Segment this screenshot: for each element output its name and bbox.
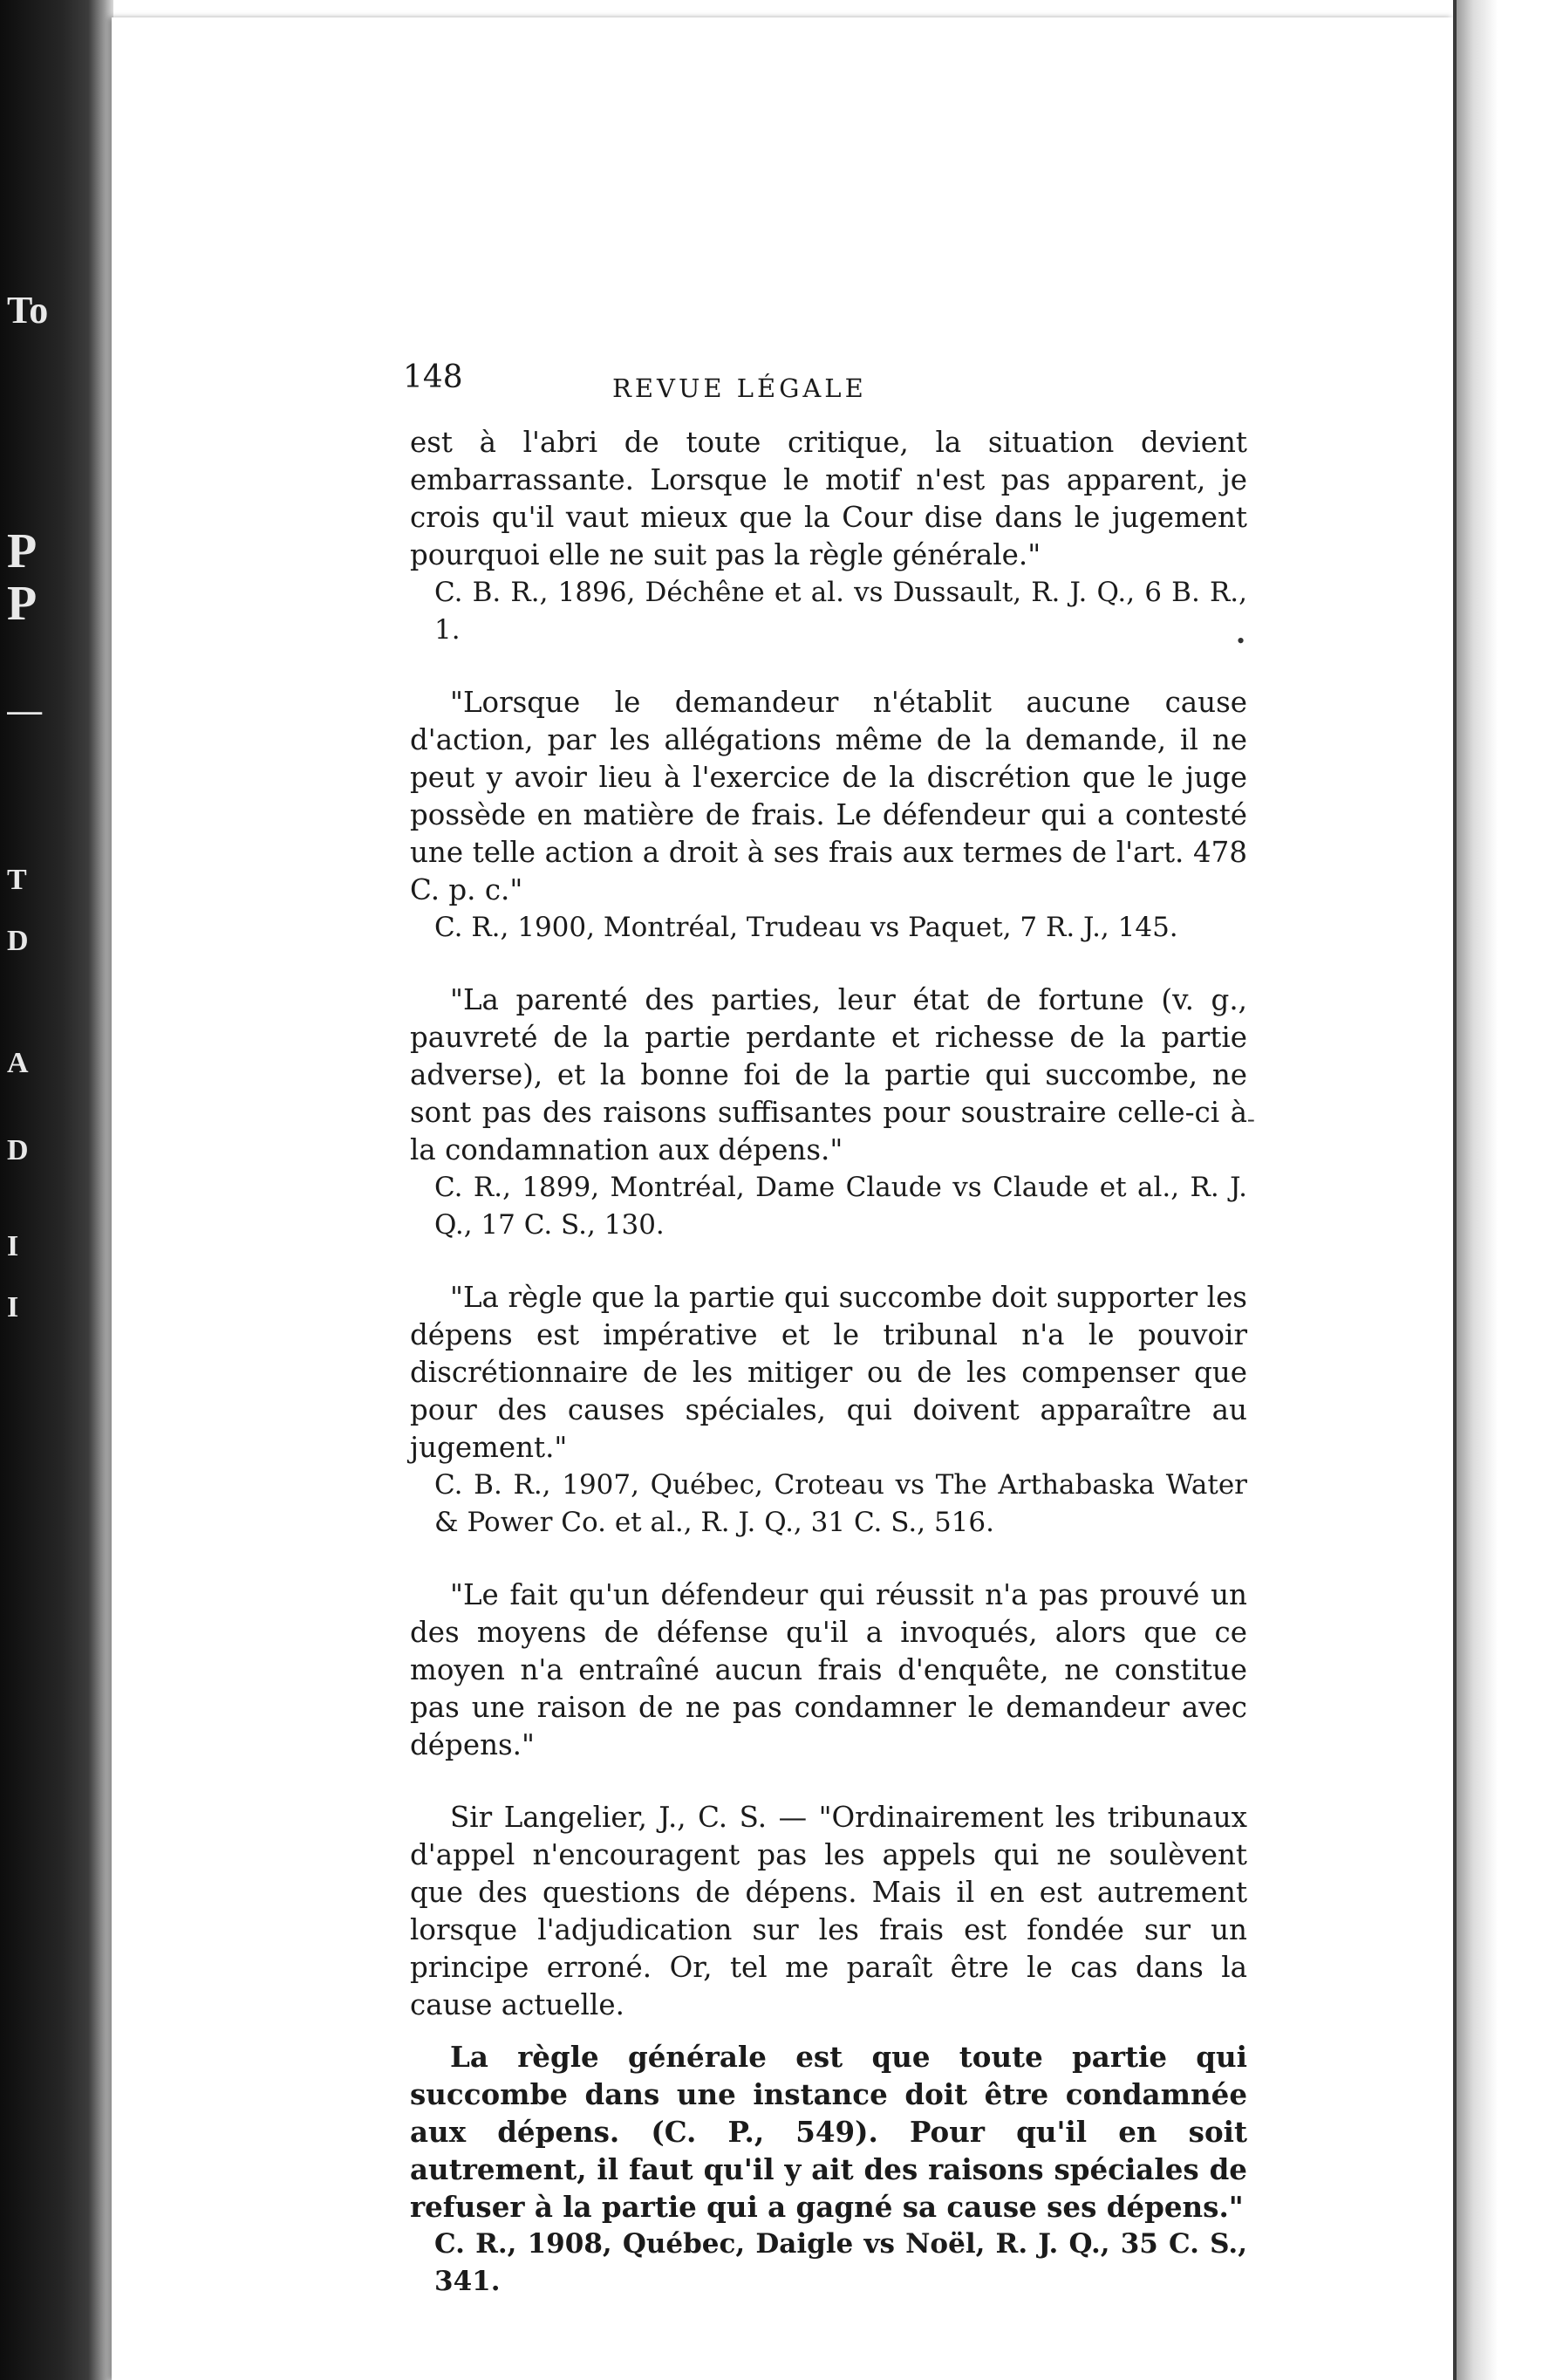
adjacent-page-fragment: P [7, 577, 38, 631]
page-body [410, 424, 1247, 2301]
case-citation: C. B. R., 1907, Québec, Croteau vs The Arthabaska Water & Power Co. et al., R. J. Q., 31 C. S., 516. [434, 1469, 1247, 1538]
paragraph: "Lorsque le demandeur n'établit aucune cause d'action, par les allégations même de la demande, il ne peut y avoir lieu à l'exercice de la discrétion que le juge possède en matière de frais. Le défendeur qui a contesté une telle action a droit à ses frais aux termes de l'art. 478 C. p. c." [410, 686, 1247, 906]
case-citation: C. R., 1899, Montréal, Dame Claude vs Claude et al., R. J. Q., 17 C. S., 130. [434, 1172, 1247, 1241]
paragraph: "La règle que la partie qui succombe doit supporter les dépens est impérative et le tribunal n'a le pouvoir discrétionnaire de les mitiger ou de les compenser que pour des causes spéciales, qui doivent apparaître au jugement." [410, 1281, 1247, 1464]
next-page-margin [1457, 0, 1549, 2380]
adjacent-page-fragment: A [7, 1047, 29, 1079]
running-head: REVUE LÉGALE [612, 373, 867, 403]
scan-speck: - [1247, 1106, 1255, 1132]
paragraph: "La parenté des parties, leur état de fortune (v. g., pauvreté de la partie perdante et richesse de la partie adverse), et la bonne foi de la partie qui succombe, ne sont pas des raisons suffisantes pour soustraire celle-ci à la condamnation aux dépens." [410, 983, 1247, 1166]
adjacent-page-fragment: P [7, 524, 38, 578]
adjacent-page-fragment: — [7, 690, 42, 729]
paragraph: "Le fait qu'un défendeur qui réussit n'a pas prouvé un des moyens de défense qu'il a invoqués, alors que ce moyen n'a entraîné aucun frais d'enquête, ne constitue pas une raison de ne pas condamner le demandeur avec dépens." [410, 1578, 1247, 1761]
scanner-left-edge [0, 0, 113, 2380]
case-citation: C. B. R., 1896, Déchêne et al. vs Dussault, R. J. Q., 6 B. R., 1. [434, 577, 1247, 646]
adjacent-page-fragment: D [7, 925, 29, 957]
adjacent-page-fragment: I [7, 1230, 19, 1262]
closing-block [410, 2038, 1247, 2301]
adjacent-page-fragment: I [7, 1291, 19, 1323]
scan-speck: • [1237, 628, 1245, 653]
case-citation: C. R., 1908, Québec, Daigle vs Noël, R. J. Q., 35 C. S., 341. [434, 2228, 1247, 2297]
paragraph: est à l'abri de toute critique, la situation devient embarrassante. Lorsque le motif n'est pas apparent, je crois qu'il vaut mieux que la Cour dise dans le jugement pourquoi elle ne suit pas la règle générale." [410, 426, 1247, 571]
adjacent-page-fragment: D [7, 1134, 29, 1166]
page-number: 148 [403, 359, 463, 395]
adjacent-page-fragment: To [7, 289, 49, 332]
case-citation: C. R., 1900, Montréal, Trudeau vs Paquet, 7 R. J., 145. [434, 912, 1178, 943]
adjacent-page-fragment: T [7, 864, 27, 896]
paragraph: La règle générale est que toute partie qui succombe dans une instance doit être condamnée aux dépens. (C. P., 549). Pour qu'il en soit autrement, il faut qu'il y ait des raisons spéciales de refuser à la partie qui a gagné sa cause ses dépens." [410, 2040, 1247, 2224]
paragraph: Sir Langelier, J., C. S. — "Ordinairement les tribunaux d'appel n'encouragent pas les appels qui ne soulèvent que des questions de dépens. Mais il en est autrement lorsque l'adjudication sur les frais est fondée sur un principe erroné. Or, tel me paraît être le cas dans la cause actuelle. [410, 1801, 1247, 2021]
page-header [403, 359, 1275, 412]
